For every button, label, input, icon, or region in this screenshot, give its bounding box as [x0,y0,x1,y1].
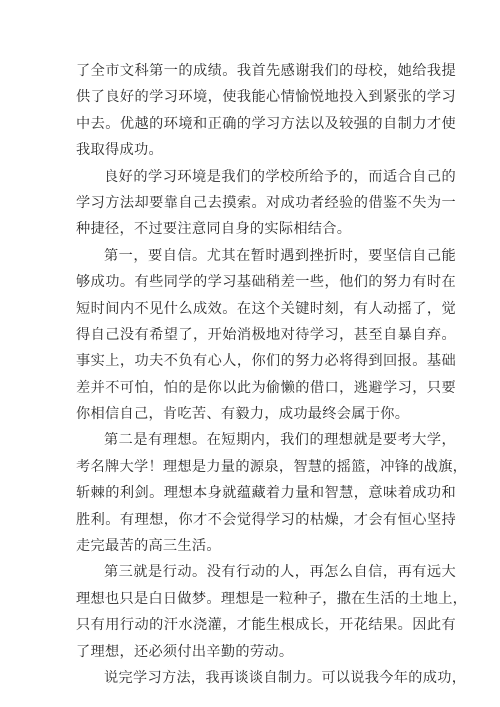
text-line: 考名牌大学！理想是力量的源泉，智慧的摇篮，冲锋的战旗， [76,458,468,475]
text-line: 我取得成功。 [76,142,163,159]
text-line: 斩棘的利剑。理想本身就蕴藏着力量和智慧，意味着成功和 [76,485,456,502]
text-line: 理想也只是白日做梦。理想是一粒种子，撒在生活的土地上， [76,590,468,607]
text-line: 第三就是行动。没有行动的人，再怎么自信，再有远大 [104,564,456,581]
text-line: 够成功。有些同学的学习基础稍差一些，他们的努力有时在 [76,274,456,291]
text-line: 走完最苦的高三生活。 [76,538,221,555]
text-line: 了理想，还必须付出辛勤的劳动。 [76,643,294,660]
text-line: 学习方法却要靠自己去摸索。对成功者经验的借鉴不失为一 [76,194,456,211]
text-line: 得自己没有希望了，开始消极地对待学习，甚至自暴自弃。 [76,326,456,343]
text-line: 你相信自己，肯吃苦、有毅力，成功最终会属于你。 [76,406,410,423]
text-line: 短时间内不见什么成效。在这个关键时刻，有人动摇了，觉 [76,300,456,317]
text-line: 良好的学习环境是我们的学校所给予的，而适合自己的 [104,168,456,185]
body-text [76,58,468,691]
text-line: 第一，要自信。尤其在暂时遇到挫折时，要坚信自己能 [104,247,456,264]
text-line: 胜利。有理想，你才不会觉得学习的枯燥，才会有恒心坚持 [76,511,456,528]
paragraph [76,665,467,691]
paragraph [76,427,468,559]
paragraph [76,559,468,665]
text-line: 只有用行动的汗水浇灌，才能生根成长，开花结果。因此有 [76,617,456,634]
text-line: 第二是有理想。在短期内，我们的理想就是要考大学， [104,432,456,449]
text-line: 供了良好的学习环境，使我能心情愉悦地投入到紧张的学习 [76,89,456,106]
text-line: 中去。优越的环境和正确的学习方法以及较强的自制力才使 [76,115,456,132]
text-line: 事实上，功夫不负有心人，你们的努力必将得到回报。基础 [76,353,456,370]
text-line: 说完学习方法，我再谈谈自制力。可以说我今年的成功， [104,669,467,686]
text-line: 了全市文科第一的成绩。我首先感谢我们的母校，她给我提 [76,63,456,79]
paragraph [76,243,456,428]
text-line: 种捷径，不过要注意同自身的实际相结合。 [76,221,352,238]
text-line: 差并不可怕，怕的是你以此为偷懒的借口，逃避学习，只要 [76,379,456,396]
paragraph [76,58,456,164]
paragraph [76,164,456,243]
